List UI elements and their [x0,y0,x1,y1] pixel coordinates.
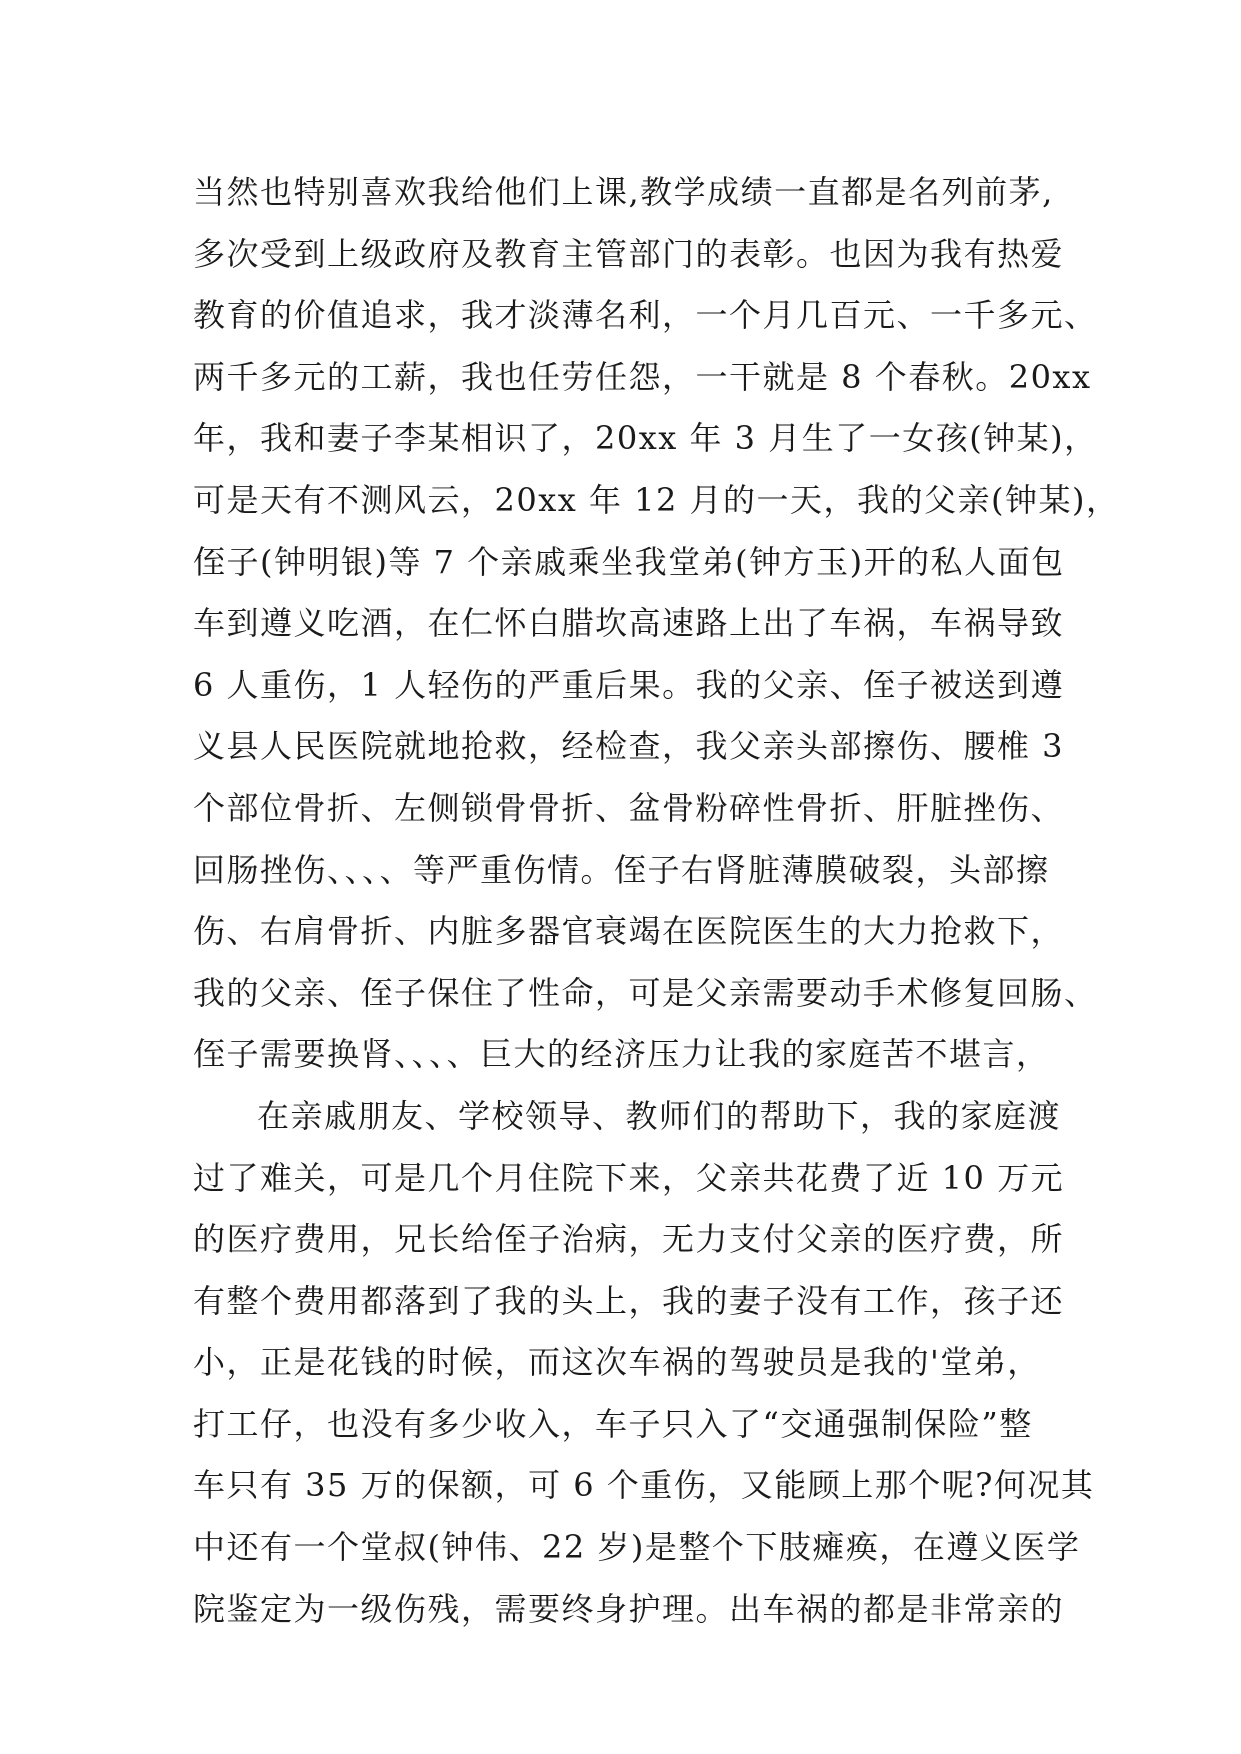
text-line: 当然也特别喜欢我给他们上课,教学成绩一直都是名列前茅, [193,173,1054,211]
text-line: 两千多元的工薪，我也任劳任怨，一干就是 8 个春秋。20xx [193,357,1092,396]
text-line: 侄子需要换肾、、、、巨大的经济压力让我的家庭苦不堪言， [193,1035,1050,1074]
text-line: 车只有 35 万的保额，可 6 个重伤，又能顾上那个呢?何况其 [193,1466,1095,1505]
text-line: 义县人民医院就地抢救，经检查，我父亲头部擦伤、腰椎 3 [193,727,1065,766]
text-line: 年，我和妻子李某相识了，20xx 年 3 月生了一女孩(钟某)， [193,419,1098,458]
text-line: 车到遵义吃酒，在仁怀白腊坎高速路上出了车祸，车祸导致 [193,604,1065,643]
text-line: 有整个费用都落到了我的头上，我的妻子没有工作，孩子还 [193,1281,1065,1320]
text-line: 中还有一个堂叔(钟伟、22 岁)是整个下肢瘫痪，在遵义医学 [193,1528,1081,1567]
text-line: 打工仔，也没有多少收入，车子只入了“交通强制保险”整 [193,1404,1033,1443]
text-line: 过了难关，可是几个月住院下来，父亲共花费了近 10 万元 [193,1158,1065,1197]
text-line: 教育的价值追求，我才淡薄名利，一个月几百元、一千多元、 [193,296,1098,335]
text-line: 伤、右肩骨折、内脏多器官衰竭在医院医生的大力抢救下， [193,912,1065,951]
text-line: 回肠挫伤、、、、等严重伤情。侄子右肾脏薄膜破裂，头部擦 [193,850,1050,889]
text-line: 院鉴定为一级伤残，需要终身护理。出车祸的都是非常亲的 [193,1589,1065,1628]
paragraph-first-line: 在亲戚朋友、学校领导、教师们的帮助下，我的家庭渡 [257,1096,1062,1135]
text-line: 6 人重伤，1 人轻伤的严重后果。我的父亲、侄子被送到遵 [193,665,1065,704]
text-line: 多次受到上级政府及教育主管部门的表彰。也因为我有热爱 [193,234,1065,273]
text-line: 小，正是花钱的时候，而这次车祸的驾驶员是我的'堂弟， [193,1343,1041,1382]
text-line: 的医疗费用，兄长给侄子治病，无力支付父亲的医疗费，所 [193,1220,1065,1259]
text-line: 侄子(钟明银)等 7 个亲戚乘坐我堂弟(钟方玉)开的私人面包 [193,542,1065,581]
body-text [193,162,1120,1640]
text-line: 可是天有不测风云，20xx 年 12 月的一天，我的父亲(钟某)， [193,480,1120,519]
text-line: 个部位骨折、左侧锁骨骨折、盆骨粉碎性骨折、肝脏挫伤、 [193,788,1065,827]
text-line: 我的父亲、侄子保住了性命，可是父亲需要动手术修复回肠、 [193,973,1098,1012]
